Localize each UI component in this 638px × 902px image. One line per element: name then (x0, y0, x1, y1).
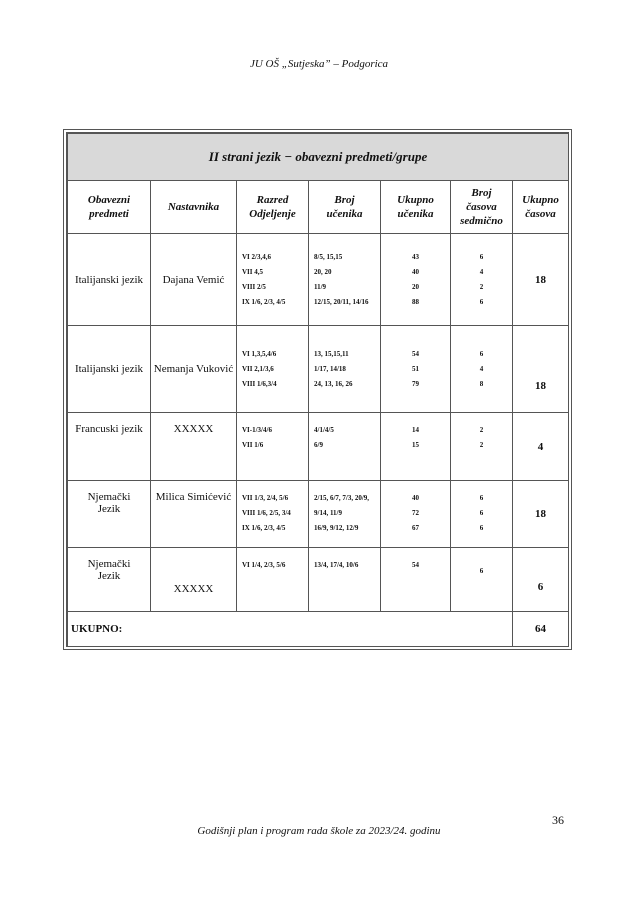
teacher-cell: Dajana Vemić (151, 234, 237, 326)
total-hours-cell: 6 (513, 548, 569, 612)
summary-label: UKUPNO: (68, 612, 513, 647)
classes-cell: VI 2/3,4,6 VII 4,5 VIII 2/5 IX 1/6, 2/3, 4/5 (237, 234, 309, 326)
students-cell: 4/1/4/5 6/9 (309, 413, 381, 481)
total-students-cell: 43 40 20 88 (381, 234, 451, 326)
students-cell: 13, 15,15,11 1/17, 14/18 24, 13, 16, 26 (309, 326, 381, 413)
total-students-cell: 54 51 79 (381, 326, 451, 413)
total-hours-cell: 18 (513, 234, 569, 326)
subject-cell: Njemački Jezik (68, 548, 151, 612)
col-class: Razred Odjeljenje (237, 181, 309, 234)
col-weekly-hours: Broj časova sedmično (451, 181, 513, 234)
col-total-hours: Ukupno časova (513, 181, 569, 234)
table-row (68, 234, 569, 326)
weekly-hours-cell: 6 (451, 548, 513, 612)
teacher-cell: XXXXX (151, 548, 237, 612)
classes-cell: VI 1/4, 2/3, 5/6 (237, 548, 309, 612)
table-row (68, 548, 569, 612)
summary-row (68, 612, 569, 647)
subject-cell: Italijanski jezik (68, 234, 151, 326)
table-title: II strani jezik − obavezni predmeti/grupe (68, 134, 569, 181)
total-hours-cell: 4 (513, 413, 569, 481)
column-headers (68, 181, 569, 234)
weekly-hours-cell: 6 4 8 (451, 326, 513, 413)
subject-cell: Njemački Jezik (68, 481, 151, 548)
total-students-cell: 54 (381, 548, 451, 612)
summary-value: 64 (513, 612, 569, 647)
teacher-cell: Milica Simićević (151, 481, 237, 548)
subject-cell: Francuski jezik (68, 413, 151, 481)
table-row (68, 326, 569, 413)
weekly-hours-cell: 6 6 6 (451, 481, 513, 548)
col-teacher: Nastavnika (151, 181, 237, 234)
classes-cell: VI 1,3,5,4/6 VII 2,1/3,6 VIII 1/6,3/4 (237, 326, 309, 413)
table-row (68, 481, 569, 548)
subject-cell: Italijanski jezik (68, 326, 151, 413)
total-hours-cell: 18 (513, 326, 569, 413)
students-cell: 2/15, 6/7, 7/3, 20/9, 9/14, 11/9 16/9, 9/12, 12/9 (309, 481, 381, 548)
language-table (67, 133, 569, 647)
weekly-hours-cell: 2 2 (451, 413, 513, 481)
classes-cell: VII 1/3, 2/4, 5/6 VIII 1/6, 2/5, 3/4 IX 1/6, 2/3, 4/5 (237, 481, 309, 548)
weekly-hours-cell: 6 4 2 6 (451, 234, 513, 326)
col-total-students: Ukupno učenika (381, 181, 451, 234)
page-footer: Godišnji plan i program rada škole za 2023/24. godinu (197, 825, 441, 837)
classes-cell: VI-1/3/4/6 VII 1/6 (237, 413, 309, 481)
teacher-cell: Nemanja Vuković (151, 326, 237, 413)
col-subject: Obavezni predmeti (68, 181, 151, 234)
table-row (68, 413, 569, 481)
teacher-cell: XXXXX (151, 413, 237, 481)
col-students: Broj učenika (309, 181, 381, 234)
page-header: JU OŠ „Sutjeska” – Podgorica (249, 58, 389, 70)
students-cell: 13/4, 17/4, 10/6 (309, 548, 381, 612)
total-students-cell: 14 15 (381, 413, 451, 481)
page-number: 36 (552, 813, 564, 827)
total-students-cell: 40 72 67 (381, 481, 451, 548)
total-hours-cell: 18 (513, 481, 569, 548)
students-cell: 8/5, 15,15 20, 20 11/9 12/15, 20/11, 14/16 (309, 234, 381, 326)
